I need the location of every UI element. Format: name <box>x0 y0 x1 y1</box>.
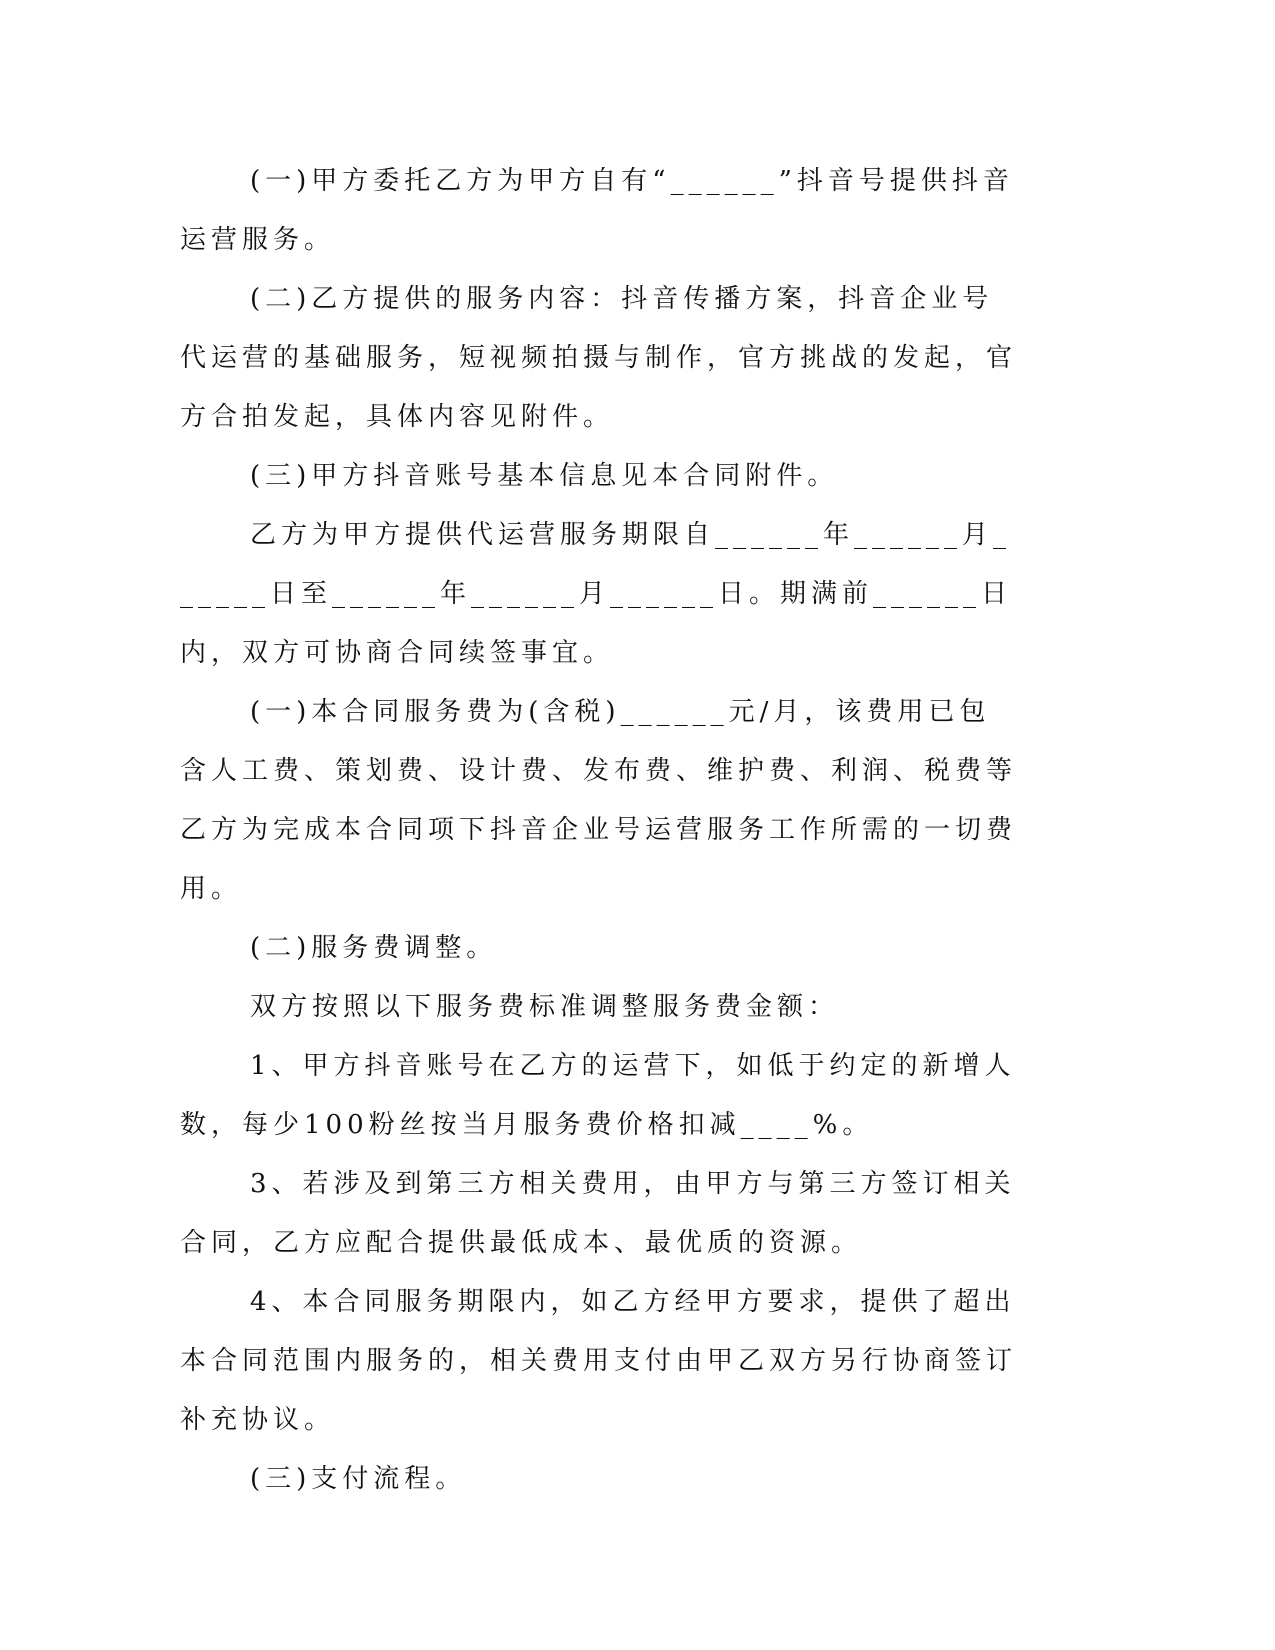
paragraph-item-4: 4、本合同服务期限内，如乙方经甲方要求，提供了超出本合同范围内服务的，相关费用支付由甲乙双方另行协商签订补充协议。 <box>180 1287 1018 1435</box>
paragraph-service-content: (二)乙方提供的服务内容：抖音传播方案，抖音企业号代运营的基础服务，短视频拍摄与制作，官方挑战的发起，官方合拍发起，具体内容见附件。 <box>180 284 1018 432</box>
paragraph-payment-process: (三)支付流程。 <box>250 1464 467 1494</box>
paragraph-fee-adjustment: (二)服务费调整。 <box>250 933 498 963</box>
paragraph-service-account: (一)甲方委托乙方为甲方自有“______”抖音号提供抖音运营服务。 <box>180 166 1014 255</box>
paragraph-item-1: 1、甲方抖音账号在乙方的运营下，如低于约定的新增人数，每少100粉丝按当月服务费价格扣减____%。 <box>180 1051 1016 1140</box>
paragraph-service-period: 乙方为甲方提供代运营服务期限自______年______月______日至______年______月______日。期满前______日内，双方可协商合同续签事宜。 <box>180 520 1013 668</box>
paragraph-adjustment-standard: 双方按照以下服务费标准调整服务费金额： <box>250 992 840 1022</box>
paragraph-account-info: (三)甲方抖音账号基本信息见本合同附件。 <box>250 461 839 491</box>
paragraph-service-fee: (一)本合同服务费为(含税)______元/月，该费用已包含人工费、策划费、设计费、发布费、维护费、利润、税费等乙方为完成本合同项下抖音企业号运营服务工作所需的一切费用。 <box>180 697 1018 904</box>
paragraph-item-3: 3、若涉及到第三方相关费用，由甲方与第三方签订相关合同，乙方应配合提供最低成本、最优质的资源。 <box>180 1169 1016 1258</box>
document-body <box>180 152 1020 1509</box>
